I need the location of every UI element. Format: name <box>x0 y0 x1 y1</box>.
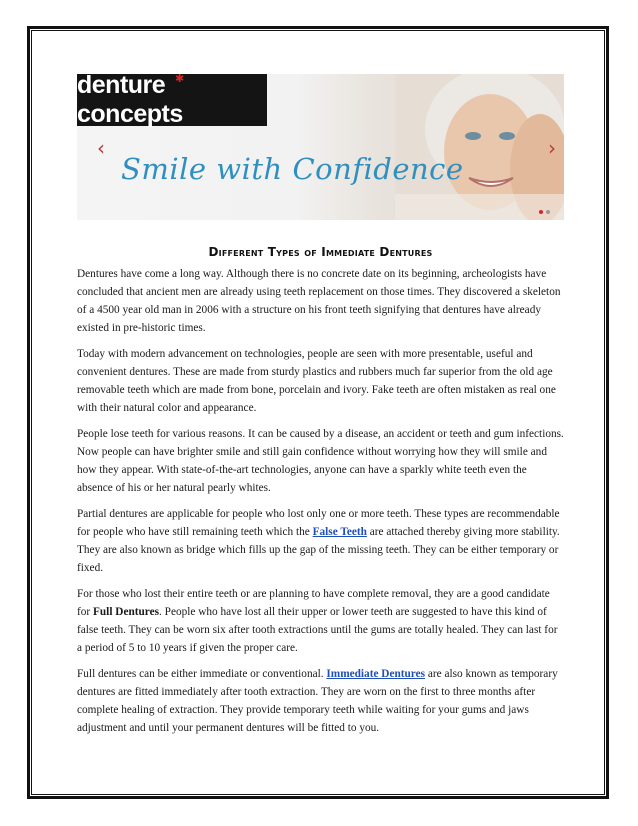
banner-tagline: Smile with Confidence <box>121 152 464 186</box>
paragraph-1: Dentures have come a long way. Although there is no concrete date on its beginning, archeologists have concluded that ancient men are already using teeth replacement on those times. They discovered a skeleton of a 4500 year old man in 2006 with a structure on his front teeth signifying that dentures have already existed in pre-historic times. <box>77 268 561 334</box>
article-body <box>77 265 564 745</box>
paragraph-6 <box>77 665 564 737</box>
next-slide-button[interactable]: › <box>548 136 556 160</box>
logo-star-icon: ✱ <box>175 74 185 85</box>
paragraph-4-text-a: Partial dentures are applicable for people who lost only one or more teeth. These types are recommendable for people who have still remaining teeth which the <box>77 508 560 538</box>
page-title: Different Types of Immediate Dentures <box>208 245 433 259</box>
paragraph-3: People lose teeth for various reasons. It can be caused by a disease, an accident or teeth and gum infections. Now people can have brighter smile and still gain confidence without worrying how they will smile and how they appear. With state-of-the-art technologies, anyone can have a sparkly white teeth even the absence of his or her natural pearly whites. <box>77 428 564 494</box>
paragraph-4 <box>77 505 564 577</box>
paragraph-2: Today with modern advancement on technologies, people are seen with more presentable, useful and convenient dentures. These are made from sturdy plastics and rubbers much far superior from the old age removable teeth which are made from bone, porcelain and ivory. Fake teeth are often mistaken as real one with their natural color and appearance. <box>77 348 556 414</box>
false-teeth-link[interactable]: False Teeth <box>312 526 367 538</box>
paragraph-5-text-a: For those who lost their entire teeth or are planning to have complete removal, they are a good candidate for <box>77 588 550 618</box>
paragraph-4-text-b: are attached thereby giving more stability. They are also known as bridge which fills up the gap of the missing teeth. They can be either temporary or fixed. <box>77 526 560 574</box>
immediate-dentures-link[interactable]: Immediate Dentures <box>326 668 426 680</box>
smiling-woman-photo <box>395 74 564 220</box>
full-dentures-term: Full Dentures <box>93 606 160 618</box>
slide-dot[interactable] <box>539 210 543 214</box>
slide-dot[interactable] <box>546 210 550 214</box>
logo-text: denture concepts <box>77 74 183 128</box>
slide-indicators <box>539 210 550 214</box>
paragraph-5 <box>77 585 564 657</box>
logo <box>77 74 267 126</box>
header-banner <box>77 74 564 220</box>
paragraph-6-text-a: Full dentures can be either immediate or conventional. <box>77 668 327 680</box>
prev-slide-button[interactable]: ‹ <box>97 136 105 160</box>
paragraph-6-text-b: are also known as temporary dentures are fitted immediately after tooth extraction. They are worn on the first to three months after complete healing of extraction. They provide temporary teeth while waiting for your gums and jaws adjustment and until your permanent dentures will be fitted to you. <box>77 668 558 734</box>
paragraph-5-text-b: . People who have lost all their upper or lower teeth are suggested to have this kind of false teeth. They can be worn six after tooth extractions until the gums are totally healed. They can last for a period of 5 to 10 years if given the proper care. <box>77 606 558 654</box>
